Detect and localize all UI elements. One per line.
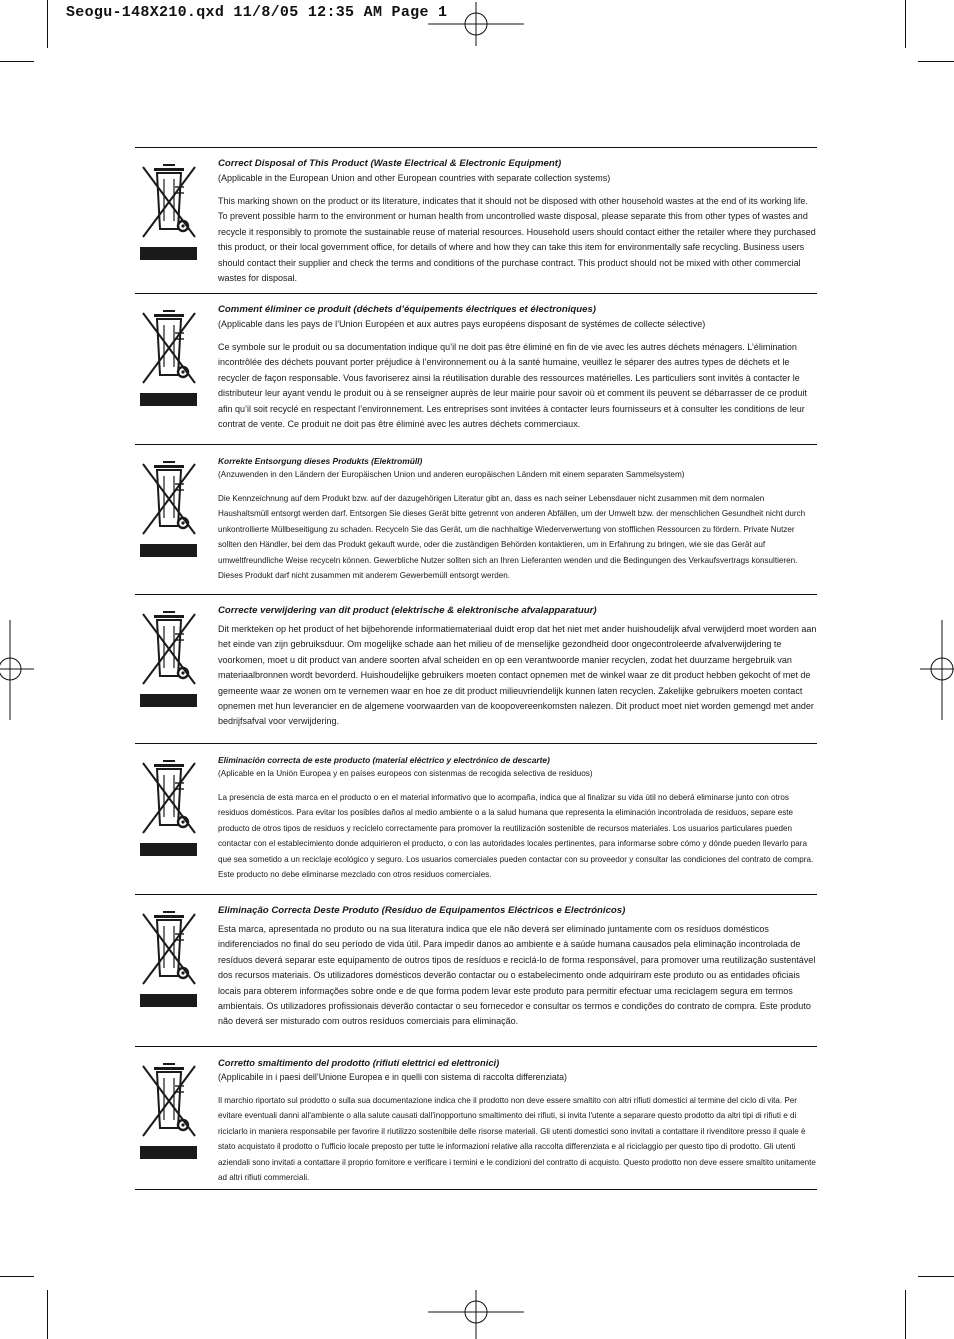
notice-spanish bbox=[135, 743, 817, 894]
notice-scope: (Aplicable en la Unión Europea y en países europeos con sistenmas de recogida selectiva de residuos) bbox=[218, 769, 593, 778]
weee-bar bbox=[140, 247, 197, 260]
weee-bar bbox=[140, 843, 197, 856]
notice-italian bbox=[135, 1046, 817, 1190]
weee-bar bbox=[140, 994, 197, 1007]
notice-body: Il marchio riportato sul prodotto o sulla sua documentazione indica che il prodotto non deve essere smaltito con altri rifiuti domestici al termine del ciclo di vita. Per evitare eventuali danni all'ambiente o alla salute causati dall'inopportuno smaltimento dei rifiuti, si invita l'utente a separare questo prodotto da altri tipi di rifiuti e di riciclarlo in maniera responsabile per favorire il riutilizzo sostenibile delle risorse materiali. Gli utenti domestici sono invitati a contattare il rivenditore presso il quale è stato acquistato il prodotto o l'ufficio locale preposto per tutte le informazioni relative alla raccolta differenziata e al riciclaggio per questo tipo di prodotto. Gli utenti aziendali sono invitati a contattare il proprio fornitore e verificare i termini e le condizioni del contratto di acquisto. Questo prodotto non deve essere smaltito unitamente ad altri rifiuti commerciali. bbox=[218, 1096, 816, 1183]
notice-french bbox=[135, 293, 817, 444]
notice-scope: (Applicable in the European Union and other European countries with separate collection systems) bbox=[218, 173, 611, 183]
crop-mark bbox=[918, 1276, 954, 1277]
disposal-notices bbox=[135, 147, 817, 1190]
crop-mark bbox=[918, 61, 954, 62]
registration-mark-icon bbox=[918, 620, 954, 720]
file-slug: Seogu-148X210.qxd 11/8/05 12:35 AM Page 1 bbox=[66, 4, 448, 21]
crop-mark bbox=[47, 1290, 48, 1339]
crop-mark bbox=[0, 61, 34, 62]
crop-mark bbox=[0, 1276, 34, 1277]
notice-body: Die Kennzeichnung auf dem Produkt bzw. auf der dazugehörigen Literatur gibt an, dass es nach seiner Lebensdauer nicht zusammen mit dem normalen Haushaltsmüll entsorgt werden darf. Entsorgen Sie dieses Gerät bitte getrennt von anderen Abfällen, um der Umwelt bzw. der menschlichen Gesundheit nicht durch unkontrollierte Müllbeseitigung zu schaden. Recyceln Sie das Gerät, um die nachhaltige Wiederverwertung von stofflichen Ressourcen zu fördern. Private Nutzer sollten den Händler, bei dem das Produkt gekauft wurde, oder die zuständigen Behörden kontaktieren, um in Erfahrung zu bringen, wie sie das Gerät auf umweltfreundliche Weise recyceln können. Gewerbliche Nutzer sollten sich an Ihren Lieferanten wenden und die Bedingungen des Verkaufsvertrags konsultieren. Dieses Produkt darf nicht zusammen mit anderem Gewerbemüll entsorgt werden. bbox=[218, 494, 806, 581]
weee-symbol bbox=[140, 163, 200, 260]
crop-mark bbox=[905, 0, 906, 48]
notice-title: Correcte verwijdering van dit product (elektrische & elektronische afvalapparatuur) bbox=[218, 605, 597, 616]
notice-body: La presencia de esta marca en el producto o en el material informativo que lo acompaña, indica que al finalizar su vida útil no deberá eliminarse junto con otros residuos domésticos. Para evitar los posibles daños al medio ambiente o a la salud humana que representa la eliminación incontrolada de residuos, separe este producto de otros tipos de residuos y recíclelo correctamente para promover la reutilización sostenible de recursos materiales. Los usuarios particulares pueden contactar con el establecimiento donde adquirieron el producto, o con las autoridades locales pertinentes, para informarse sobre cómo y dónde pueden llevarlo para que sea sometido a un reciclaje ecológico y seguro. Los usuarios comerciales pueden contactar con su proveedor y consultar las condiciones del contrato de compra. Este producto no debe eliminarse mezclado con otros residuos comerciales. bbox=[218, 793, 814, 880]
notice-title: Eliminación correcta de este producto (material eléctrico y electrónico de descarte) bbox=[218, 755, 550, 765]
weee-bar bbox=[140, 1146, 197, 1159]
notice-scope: (Applicable dans les pays de l’Union Européen et aux autres pays européens disposant de systémes de collecte sélective) bbox=[218, 319, 706, 329]
crossed-out-bin-icon bbox=[140, 1062, 198, 1140]
registration-mark-icon bbox=[0, 620, 36, 720]
crossed-out-bin-icon bbox=[140, 759, 198, 837]
notice-body: Dit merkteken op het product of het bijbehorende informatiemateriaal duidt erop dat het niet met ander huishoudelijk afval verwijderd moet worden aan het einde van zijn gebruiksduur. Om mogelijke schade aan het milieu of de menselijke gezondheid door ongecontroleerde afvalverwijdering te voorkomen, moet u dit product van andere soorten afval scheiden en op een verantwoorde manier recyclen, zodat het duurzame hergebruik van materiaalbronnen wordt bevorderd. Huishoudelijke gebruikers moeten contact opnemen met de winkel waar ze dit product hebben gekocht of met de gemeente waar ze wonen om te vernemen waar en hoe ze dit product milieuvriendelijk kunnen laten recyclen. Zakelijke gebruikers moeten contact opnemen met hun leverancier en de algemene voorwaarden van de koopovereenkomsten nalezen. Dit product moet niet worden gemengd met ander bedrijfsafval voor verwijdering. bbox=[218, 624, 817, 727]
weee-bar bbox=[140, 544, 197, 557]
weee-symbol bbox=[140, 759, 200, 856]
notice-scope: (Applicabile in i paesi dell’Unione Europea e in quelli con sistema di raccolta differenziata) bbox=[218, 1072, 567, 1082]
notice-english bbox=[135, 147, 817, 293]
crossed-out-bin-icon bbox=[140, 163, 198, 241]
weee-symbol bbox=[140, 610, 200, 707]
crossed-out-bin-icon bbox=[140, 610, 198, 688]
weee-symbol bbox=[140, 460, 200, 557]
notice-title: Corretto smaltimento del prodotto (rifiuti elettrici ed elettronici) bbox=[218, 1057, 500, 1068]
notice-body: Esta marca, apresentada no produto ou na sua literatura indica que ele não deverá ser eliminado juntamente com os resíduos domésticos indiferenciados no final do seu período de vida útil. Para impedir danos ao ambiente e à saúde humana causados pela eliminação incontrolada de resíduos deverá separar este equipamento de outros tipos de resíduos e reciclá-lo de forma responsável, para promover uma reutilização sustentável dos recursos materiais. Os utilizadores domésticos deverão contactar ou o estabelecimento onde adquiriram este produto ou as entidades oficiais locais para obterem informações sobre onde e de que forma podem levar este produto para permitir efectuar uma reciclagem segura em termos ambientais. Os utilizadores profissionais deverão contactar o seu fornecedor e consultar os termos e condições do contrato de compra. Este produto não deverá ser misturado com outros resíduos comerciais para eliminação. bbox=[218, 924, 816, 1027]
crossed-out-bin-icon bbox=[140, 910, 198, 988]
notice-title: Korrekte Entsorgung dieses Produkts (Elektromüll) bbox=[218, 456, 423, 466]
notice-title: Comment éliminer ce produit (déchets d’équipements électriques et électroniques) bbox=[218, 304, 596, 315]
weee-symbol bbox=[140, 910, 200, 1007]
notice-title: Correct Disposal of This Product (Waste Electrical & Electronic Equipment) bbox=[218, 158, 562, 169]
crop-mark bbox=[47, 0, 48, 48]
notice-body: This marking shown on the product or its literature, indicates that it should not be disposed with other household wastes at the end of its working life. To prevent possible harm to the environment or human health from uncontrolled waste disposal, please separate this from other types of wastes and recycle it responsibly to promote the sustainable reuse of material resources. Household users should contact either the retailer where they purchased this product, or their local government office, for details of where and how they can take this item for environmentally safe recycling. Business users should contact their supplier and check the terms and conditions of the purchase contract. This product should not be mixed with other commercial wastes for disposal. bbox=[218, 196, 816, 284]
weee-symbol bbox=[140, 1062, 200, 1159]
notice-portuguese bbox=[135, 894, 817, 1046]
crossed-out-bin-icon bbox=[140, 460, 198, 538]
weee-bar bbox=[140, 393, 197, 406]
notice-german bbox=[135, 444, 817, 594]
weee-bar bbox=[140, 694, 197, 707]
notice-scope: (Anzuwenden in den Ländern der Europäischen Union und anderen europäischen Ländern mit einem separaten Sammelsystem) bbox=[218, 470, 685, 479]
weee-symbol bbox=[140, 309, 200, 406]
notice-body: Ce symbole sur le produit ou sa documentation indique qu’il ne doit pas être éliminé en fin de vie avec les autres déchets ménagers. L’élimination incontrôlée des déchets pouvant porter préjudice à l’environnement ou à la santé humaine, veuillez le séparer des autres types de déchets et le recycler de façon responsable. Vous favoriserez ainsi la réutilisation durable des ressources matérielles. Les particuliers sont invités à contacter le distributeur leur ayant vendu le produit ou à se renseigner auprès de leur mairie pour savoir où et comment ils peuvent se débarrasser de ce produit afin qu’il soit recyclé en respectant l’environnement. Les entreprises sont invitées à contacter leurs fournisseurs et à consulter les conditions de leur contrat de vente. Ce produit ne doit pas être éliminé avec les autres déchets commerciaux. bbox=[218, 342, 807, 430]
registration-mark-icon bbox=[428, 1290, 528, 1339]
notice-title: Eliminação Correcta Deste Produto (Resíduo de Equipamentos Eléctricos e Electrónicos) bbox=[218, 905, 626, 916]
notice-dutch bbox=[135, 594, 817, 743]
crop-mark bbox=[905, 1290, 906, 1339]
registration-mark-icon bbox=[428, 2, 528, 46]
crossed-out-bin-icon bbox=[140, 309, 198, 387]
